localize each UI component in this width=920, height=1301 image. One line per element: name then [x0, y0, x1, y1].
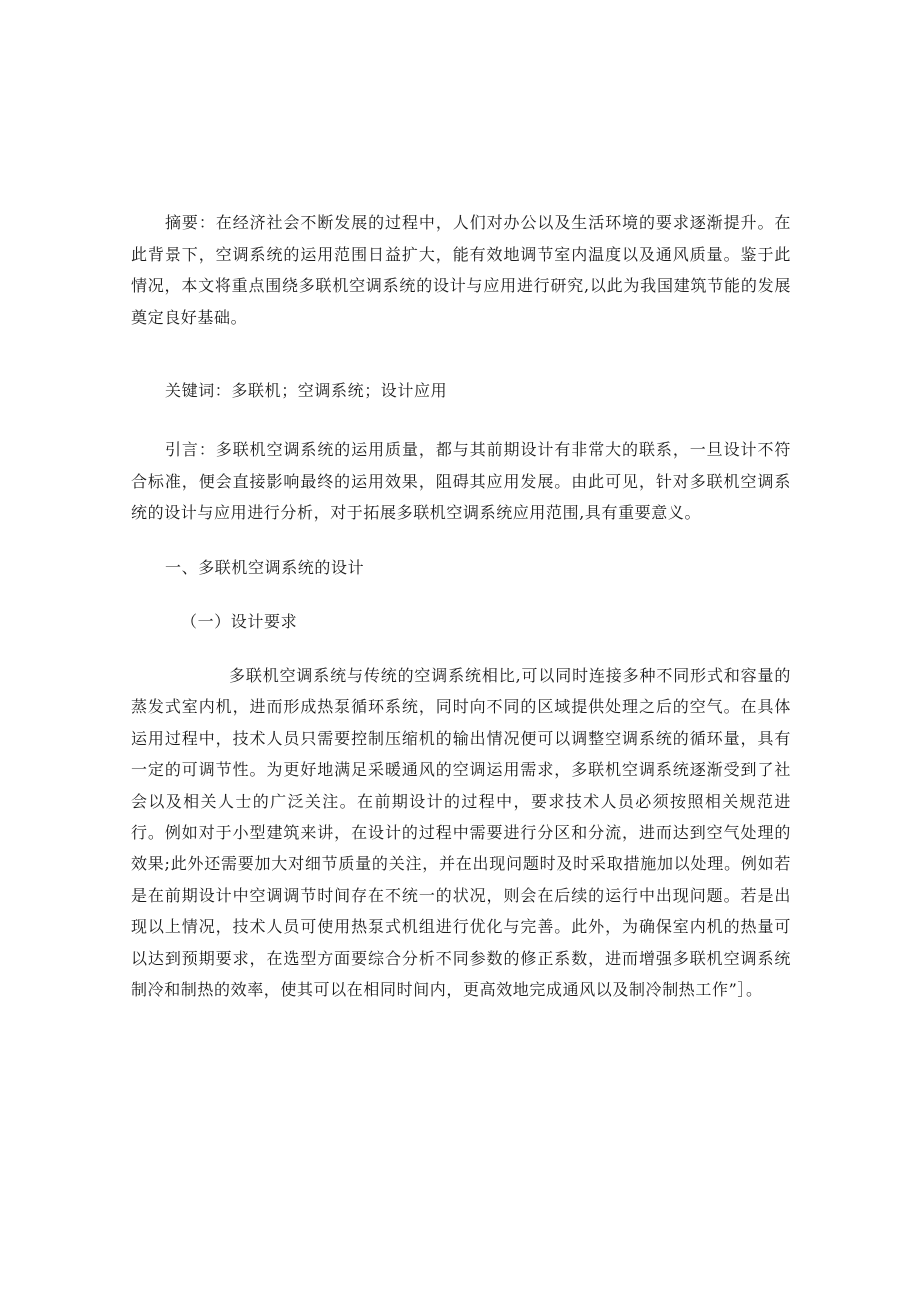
keywords-line: 关键词：多联机；空调系统；设计应用: [165, 381, 448, 400]
body-paragraph: 多联机空调系统与传统的空调系统相比,可以同时连接多种不同形式和容量的蒸发式室内机，进而形成热泵循环系统，同时向不同的区域提供处理之后的空气。在具体运用过程中，技术人员只需要控制压缩机的输出情况便可以调整空调系统的循环量，具有一定的可调节性。为更好地满足采暖通风的空调运用需求，多联机空调系统逐渐受到了社会以及相关人士的广泛关注。在前期设计的过程中，要求技术人员必须按照相关规范进行。例如对于小型建筑来讲，在设计的过程中需要进行分区和分流，进而达到空气处理的效果;此外还需要加大对细节质量的关注，并在出现问题时及时采取措施加以处理。例如若是在前期设计中空调调节时间存在不统一的状况，则会在后续的运行中出现问题。若是出现以上情况，技术人员可使用热泵式机组进行优化与完善。此外，为确保室内机的热量可以达到预期要求，在选型方面要综合分析不同参数的修正系数，进而增强多联机空调系统制冷和制热的效率，使其可以在相同时间内，更高效地完成通风以及制冷制热工作”］。: [131, 666, 791, 1000]
abstract-paragraph: 摘要：在经济社会不断发展的过程中，人们对办公以及生活环境的要求逐渐提升。在此背景下，空调系统的运用范围日益扩大，能有效地调节室内温度以及通风质量。鉴于此情况，本文将重点围绕多联机空调系统的设计与应用进行研究,以此为我国建筑节能的发展奠定良好基础。: [131, 213, 791, 327]
section-heading: 一、多联机空调系统的设计: [165, 558, 365, 577]
introduction-paragraph: 引言：多联机空调系统的运用质量，都与其前期设计有非常大的联系，一旦设计不符合标准，便会直接影响最终的运用效果，阻碍其应用发展。由此可见，针对多联机空调系统的设计与应用进行分析，对于拓展多联机空调系统应用范围,具有重要意义。: [131, 440, 791, 522]
subsection-heading: （一）设计要求: [181, 612, 298, 631]
